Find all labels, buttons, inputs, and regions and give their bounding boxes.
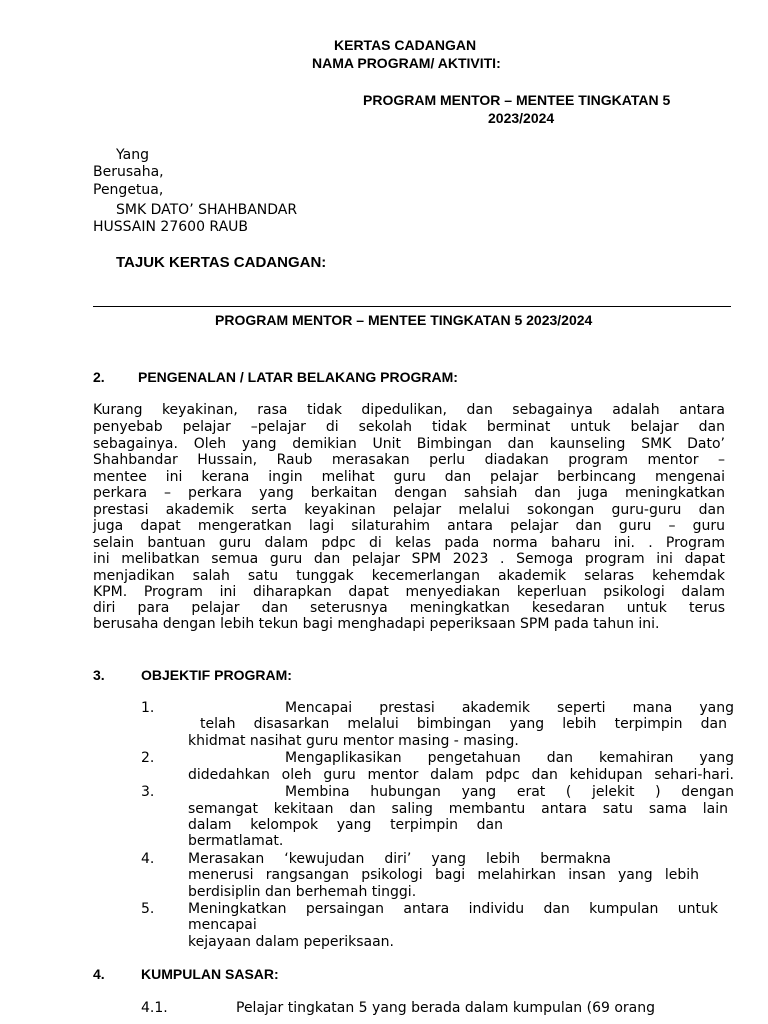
section2-line: Kurang keyakinan, rasa tidak dipedulikan, dan sebagainya adalah antara (93, 402, 725, 418)
objective-line: khidmat nasihat guru mentor masing - masing. (188, 733, 519, 749)
section3-number: 3. (93, 667, 105, 683)
objective-line: Meningkatkan persaingan antara individu dan kumpulan untuk (188, 901, 718, 917)
header-line1: KERTAS CADANGAN (334, 37, 477, 53)
section2-line: KPM. Program ini diharapkan dapat menyediakan keperluan psikologi dalam (93, 584, 725, 600)
section2-line: sebagainya. Oleh yang demikian Unit Bimbingan dan kaunseling SMK Dato’ (93, 436, 725, 452)
objective-number: 4. (141, 851, 155, 867)
objective-line: mencapai (188, 917, 257, 933)
address-line3: Pengetua, (93, 182, 164, 198)
section2-line: diri para pelajar dan seterusnya meningkatkan kesedaran untuk terus (93, 600, 725, 616)
section2-line: Shahbandar Hussain, Raub merasakan perlu diadakan program mentor – (93, 452, 725, 468)
header-line2: NAMA PROGRAM/ AKTIVITI: (312, 55, 501, 71)
divider-line (93, 306, 731, 307)
section2-line: berusaha dengan lebih tekun bagi menghadapi peperiksaan SPM pada tahun ini. (93, 616, 660, 632)
objective-line: Merasakan ‘kewujudan diri’ yang lebih bermakna (188, 851, 611, 867)
objective-line: didedahkan oleh guru mentor dalam pdpc dan kehidupan sehari-hari. (188, 767, 734, 783)
program-title-line1: PROGRAM MENTOR – MENTEE TINGKATAN 5 (363, 92, 671, 108)
objective-line: telah disasarkan melalui bimbingan yang lebih terpimpin dan (200, 716, 727, 732)
objective-number: 1. (141, 700, 155, 716)
program-title-line2: 2023/2024 (488, 110, 555, 126)
objective-number: 2. (141, 750, 155, 766)
section4-sub-number: 4.1. (141, 1000, 168, 1016)
objective-line: Mencapai prestasi akademik seperti mana yang (285, 700, 734, 716)
section2-line: juga dapat mengeratkan lagi silaturahim antara pelajar dan guru – guru (93, 518, 725, 534)
objective-line: bermatlamat. (188, 833, 284, 849)
objective-number: 5. (141, 901, 155, 917)
address-line1: Yang (116, 147, 149, 163)
objective-line: semangat kekitaan dan saling membantu antara satu sama lain (188, 801, 728, 817)
section2-line: ini melibatkan semua guru dan pelajar SPM 2023 . Semoga program ini dapat (93, 551, 725, 567)
tajuk-title: PROGRAM MENTOR – MENTEE TINGKATAN 5 2023/2024 (215, 312, 593, 328)
section2-line: prestasi akademik serta keyakinan pelajar melalui sokongan guru-guru dan (93, 502, 725, 518)
objective-line: berdisiplin dan berhemah tinggi. (188, 884, 417, 900)
section2-line: menjadikan salah satu tunggak kecemerlangan akademik selaras kehemdak (93, 568, 725, 584)
objective-line: kejayaan dalam peperiksaan. (188, 934, 395, 950)
section4-sub-text: Pelajar tingkatan 5 yang berada dalam kumpulan (69 orang (236, 1000, 656, 1016)
section2-line: perkara – perkara yang berkaitan dengan sahsiah dan juga meningkatkan (93, 485, 725, 501)
address-line2: Berusaha, (93, 164, 164, 180)
address-line5: HUSSAIN 27600 RAUB (93, 219, 249, 235)
section4-heading: KUMPULAN SASAR: (141, 966, 279, 982)
section2-number: 2. (93, 369, 105, 385)
section2-line: penyebab pelajar –pelajar di sekolah tidak berminat untuk belajar dan (93, 419, 725, 435)
section2-heading: PENGENALAN / LATAR BELAKANG PROGRAM: (138, 369, 458, 385)
section2-line: selain bantuan guru dalam pdpc di kelas pada norma baharu ini. . Program (93, 535, 725, 551)
tajuk-label: TAJUK KERTAS CADANGAN: (116, 254, 327, 271)
address-line4: SMK DATO’ SHAHBANDAR (116, 202, 298, 218)
objective-line: Mengaplikasikan pengetahuan dan kemahiran yang (285, 750, 734, 766)
objective-line: menerusi rangsangan psikologi bagi melahirkan insan yang lebih (188, 867, 699, 883)
section4-number: 4. (93, 966, 105, 982)
section2-line: mentee ini kerana ingin melihat guru dan pelajar berbincang mengenai (93, 469, 725, 485)
objective-line: dalam kelompok yang terpimpin dan (188, 817, 503, 833)
section3-heading: OBJEKTIF PROGRAM: (141, 667, 292, 683)
objective-line: Membina hubungan yang erat ( jelekit ) dengan (285, 784, 734, 800)
objective-number: 3. (141, 784, 155, 800)
